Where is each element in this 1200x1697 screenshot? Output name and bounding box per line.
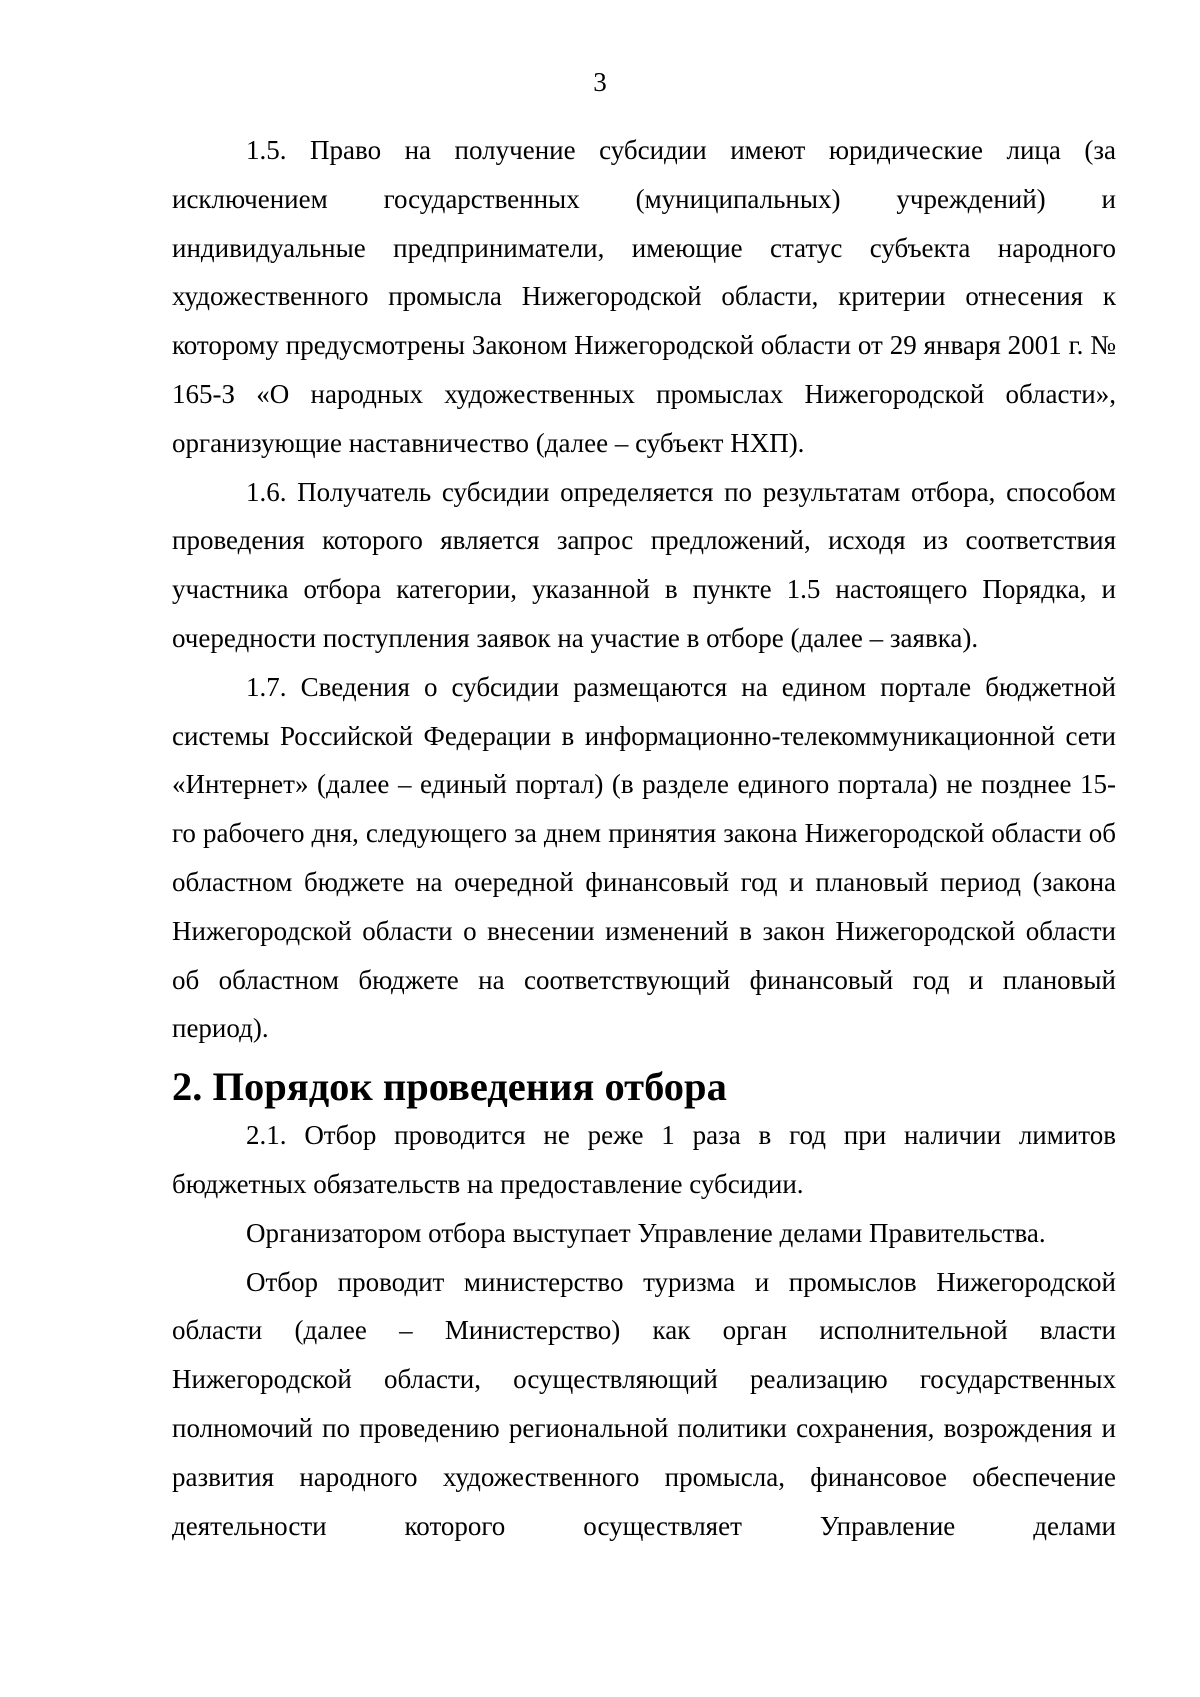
- paragraph-organizer: Организатором отбора выступает Управление делами Правительства.: [246, 1217, 1046, 1248]
- paragraph-1-6: 1.6. Получатель субсидии определяется по результатам отбора, способом проведения которого является запрос предложений, исходя из соответствия участника отбора категории, указанной в пункте 1.5 настоящего Порядка, и очередности поступления заявок на участие в отборе (далее – заявка).: [172, 476, 1116, 653]
- section-2-heading: 2. Порядок проведения отбора: [172, 1064, 727, 1110]
- paragraph-ministry: Отбор проводит министерство туризма и промыслов Нижегородской области (далее – Министерство) как орган исполнительной власти Нижегородской области, осуществляющий реализацию государственных полномочий по проведению региональной политики сохранения, возрождения и развития народного художественного промысла, финансовое обеспечение деятельности которого осуществляет Управление делами: [172, 1266, 1116, 1541]
- paragraph-2-1: 2.1. Отбор проводится не реже 1 раза в год при наличии лимитов бюджетных обязательств на предоставление субсидии.: [172, 1120, 1116, 1199]
- document-body: [172, 126, 1116, 1550]
- page-number: 3: [593, 67, 607, 97]
- paragraph-1-5: 1.5. Право на получение субсидии имеют юридические лица (за исключением государственных (муниципальных) учреждений) и индивидуальные предприниматели, имеющие статус субъекта народного художественного промысла Нижегородской области, критерии отнесения к которому предусмотрены Законом Нижегородской области от 29 января 2001 г. № 165-З «О народных художественных промыслах Нижегородской области», организующие наставничество (далее – субъект НХП).: [172, 135, 1116, 458]
- paragraph-1-7: 1.7. Сведения о субсидии размещаются на едином портале бюджетной системы Российской Федерации в информационно-телекоммуникационной сети «Интернет» (далее – единый портал) (в разделе единого портала) не позднее 15-го рабочего дня, следующего за днем принятия закона Нижегородской области об областном бюджете на очередной финансовый год и плановый период (закона Нижегородской области о внесении изменений в закон Нижегородской области об областном бюджете на соответствующий финансовый год и плановый период).: [172, 671, 1116, 1044]
